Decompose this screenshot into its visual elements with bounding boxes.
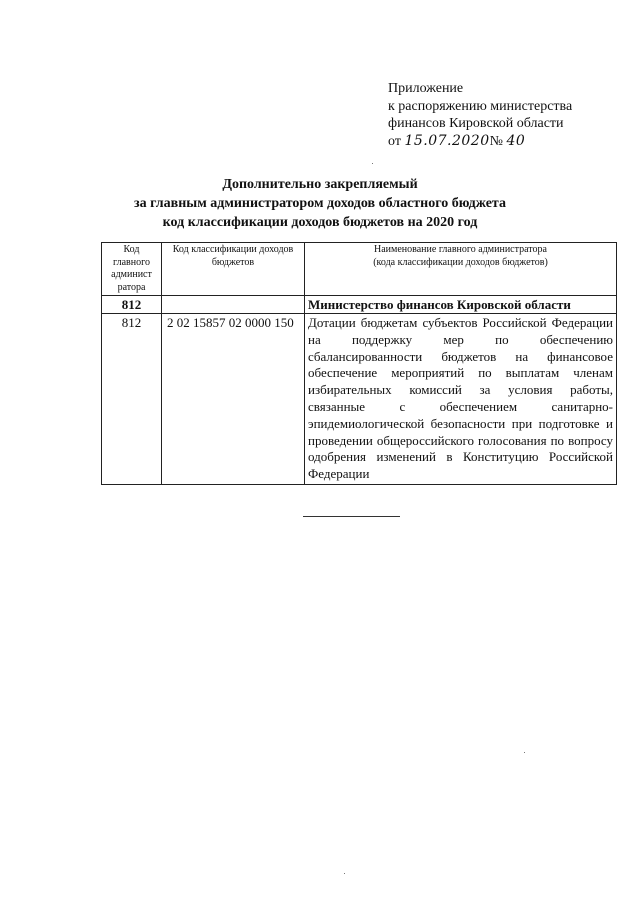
appendix-label: Приложение — [388, 81, 464, 96]
scan-speck — [372, 163, 373, 164]
title-line-2: за главным администратором доходов областного бюджета — [134, 196, 506, 211]
table-row-admin — [102, 296, 617, 314]
number-prefix: № — [489, 133, 503, 149]
closing-separator-line — [303, 516, 400, 517]
title-line-1: Дополнительно закрепляемый — [222, 177, 418, 192]
appendix-header — [388, 80, 572, 150]
header-admin-name-line1: Наименование главного администратора — [374, 244, 547, 255]
row-kbk-cell: 2 02 15857 02 0000 150 — [162, 314, 305, 485]
row-description-cell: Дотации бюджетам субъектов Российской Федерации на поддержку мер по обеспечению сбалансированности бюджетов на финансовое обеспечение мероприятий по выплатам членам избирательных комиссий за условия работы, связанные с обеспечением санитарно-эпидемиологической безопасности при подготовке и проведении общероссийского голосования по вопросу одобрения изменений в Конституцию Российской Федерации — [305, 314, 617, 485]
revenue-codes-table — [101, 242, 617, 485]
handwritten-number: 40 — [506, 132, 526, 149]
admin-kbk-cell — [162, 296, 305, 314]
row-admin-code-cell: 812 — [102, 314, 162, 485]
header-admin-name-line2: (кода классификации доходов бюджетов) — [373, 256, 548, 268]
scan-speck — [344, 873, 345, 874]
header-classification-code: Код классификации доходов бюджетов — [162, 243, 305, 296]
document-title — [100, 175, 540, 232]
header-admin-name — [305, 243, 617, 296]
admin-name-cell: Министерство финансов Кировской области — [305, 296, 617, 314]
appendix-date-line — [388, 133, 572, 151]
title-line-3: код классификации доходов бюджетов на 2020 год — [162, 215, 478, 230]
admin-code-cell: 812 — [102, 296, 162, 314]
handwritten-date: 15.07.2020 — [404, 132, 490, 149]
appendix-ministry-line: финансов Кировской области — [388, 116, 564, 131]
date-prefix: от — [388, 133, 401, 149]
table-header-row — [102, 243, 617, 296]
header-admin-code: Код главного админист ратора — [102, 243, 162, 296]
scan-speck — [524, 752, 525, 753]
table-row — [102, 314, 617, 485]
appendix-order-line: к распоряжению министерства — [388, 98, 573, 114]
